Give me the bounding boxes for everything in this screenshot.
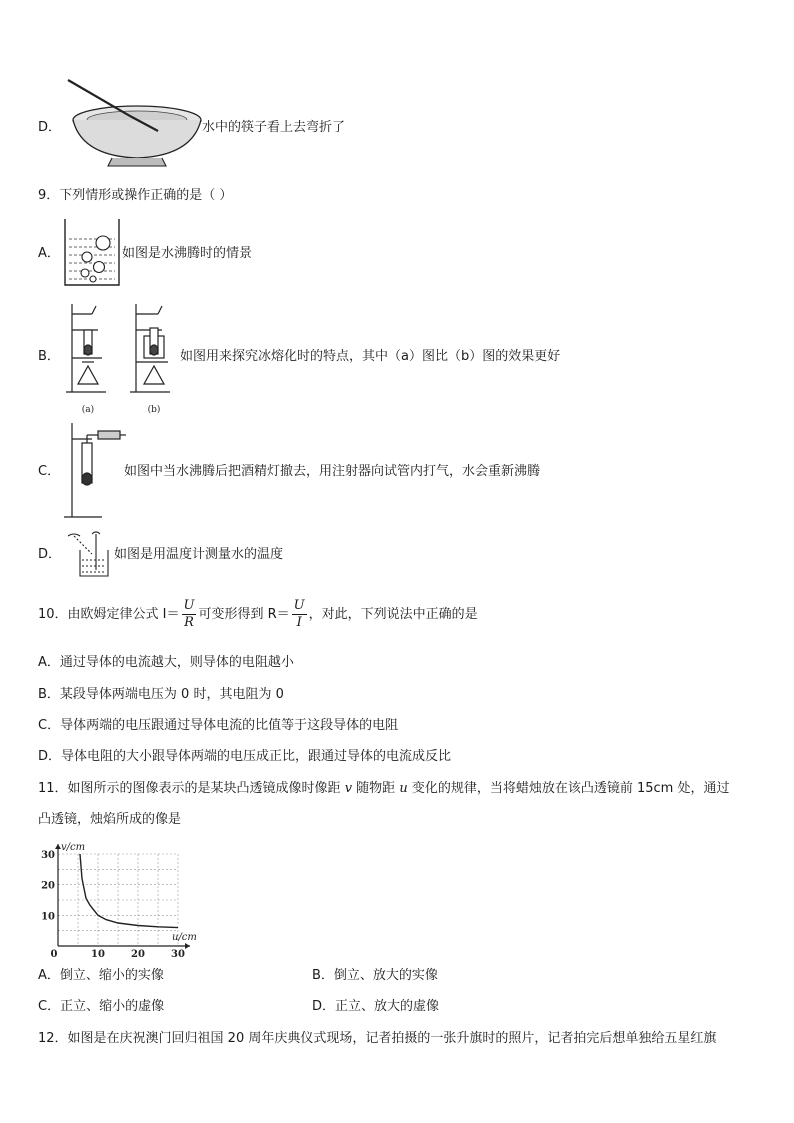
q10-stem-post: ，对此，下列说法中正确的是 bbox=[308, 607, 478, 622]
y-tick-label: 10 bbox=[41, 911, 55, 923]
q9-option-c-text: 如图中当水沸腾后把酒精灯撤去，用注射器向试管内打气，水会重新沸腾 bbox=[124, 464, 541, 479]
frac2-denominator: I bbox=[296, 615, 302, 630]
frac2-numerator: U bbox=[293, 598, 305, 613]
bowl-chopstick-figure bbox=[62, 78, 204, 170]
q11-var-u: u bbox=[399, 781, 408, 796]
q9-stem: 9．下列情形或操作正确的是（ ） bbox=[38, 188, 233, 203]
q8-option-d-letter: D． bbox=[38, 120, 62, 135]
q8-option-d-text: 水中的筷子看上去弯折了 bbox=[202, 120, 346, 135]
q11-option-a: A．倒立、缩小的实像 bbox=[38, 968, 164, 983]
q10-option-c: C．导体两端的电压跟通过导体电流的比值等于这段导体的电阻 bbox=[38, 718, 399, 733]
q9-option-d-text: 如图是用温度计测量水的温度 bbox=[114, 547, 284, 562]
y-axis-label: v/cm bbox=[61, 842, 86, 853]
x-axis-arrow bbox=[185, 943, 190, 949]
q11-option-b: B．倒立、放大的实像 bbox=[312, 968, 438, 983]
q9-option-c-letter: C． bbox=[38, 464, 61, 479]
boiling-water-beaker-figure bbox=[63, 217, 121, 287]
y-tick-label: 20 bbox=[41, 880, 55, 892]
x-tick-label: 10 bbox=[91, 949, 105, 960]
q10-stem bbox=[38, 597, 478, 633]
q10-option-b: B．某段导体两端电压为 0 时，其电阻为 0 bbox=[38, 687, 284, 702]
x-axis-label: u/cm bbox=[172, 932, 197, 943]
syringe-test-tube-figure bbox=[62, 421, 128, 521]
q9-option-a-letter: A． bbox=[38, 246, 60, 261]
thermometer-beaker-figure bbox=[66, 530, 112, 580]
x-tick-label: 20 bbox=[131, 949, 145, 960]
caption-b: (b) bbox=[147, 405, 161, 415]
q11-text-a: 11．如图所示的图像表示的是某块凸透镜成像时像距 bbox=[38, 781, 345, 796]
frac1-numerator: U bbox=[183, 598, 195, 613]
x-tick-label: 0 bbox=[50, 949, 58, 960]
y-tick-label: 30 bbox=[41, 850, 55, 861]
q11-stem-line1 bbox=[38, 780, 729, 798]
q9-option-b-letter: B． bbox=[38, 349, 60, 364]
x-tick-label: 30 bbox=[171, 949, 185, 960]
frac1-denominator: R bbox=[184, 615, 194, 630]
ice-melting-apparatus-figure bbox=[62, 300, 180, 418]
caption-a: (a) bbox=[81, 405, 95, 415]
q10-option-d: D．导体电阻的大小跟导体两端的电压成正比，跟通过导体的电流成反比 bbox=[38, 749, 452, 764]
formula-u-over-r bbox=[182, 598, 197, 631]
formula-u-over-i bbox=[292, 598, 307, 631]
q10-stem-mid: 可变形得到 R＝ bbox=[198, 607, 290, 622]
q10-option-a: A．通过导体的电流越大，则导体的电阻越小 bbox=[38, 655, 294, 670]
q11-option-d: D．正立、放大的虚像 bbox=[312, 999, 440, 1014]
series-line bbox=[80, 854, 178, 928]
q12-stem: 12．如图是在庆祝澳门回归祖国 20 周年庆典仪式现场，记者拍摄的一张升旗时的照片，记者拍完后想单独给五星红旗 bbox=[38, 1031, 717, 1046]
q9-option-b-text: 如图用来探究冰熔化时的特点，其中（a）图比（b）图的效果更好 bbox=[180, 349, 561, 364]
vu-graph bbox=[38, 842, 197, 960]
q10-stem-pre: 10．由欧姆定律公式 I＝ bbox=[38, 607, 180, 622]
q11-option-c: C．正立、缩小的虚像 bbox=[38, 999, 165, 1014]
q11-var-v: v bbox=[344, 781, 353, 796]
q9-option-d-letter: D． bbox=[38, 547, 62, 562]
q9-option-a-text: 如图是水沸腾时的情景 bbox=[122, 246, 253, 261]
q11-text-b: 随物距 bbox=[352, 781, 400, 796]
q11-text-c: 变化的规律，当将蜡烛放在该凸透镜前 15cm 处，通过 bbox=[407, 781, 730, 796]
q11-stem-line2: 凸透镜，烛焰所成的像是 bbox=[38, 812, 182, 827]
